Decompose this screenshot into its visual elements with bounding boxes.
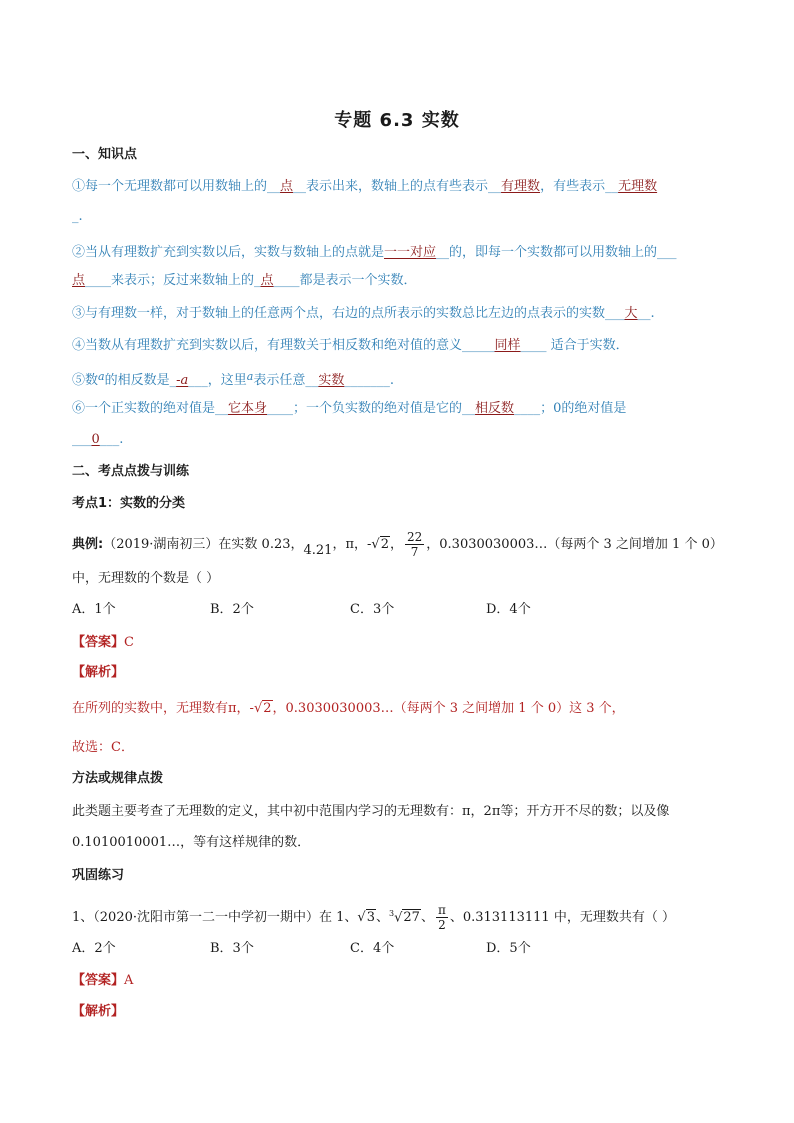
option-d: D．4个 bbox=[486, 602, 531, 617]
option-d: D．5个 bbox=[486, 941, 531, 956]
repeating-decimal: 4.21 bbox=[303, 543, 333, 558]
options-row-1 bbox=[72, 601, 531, 619]
blank-answer: 一一对应 bbox=[384, 245, 437, 260]
section-heading-exam-points: 二、考点点拨与训练 bbox=[72, 464, 190, 479]
variable-a: a bbox=[98, 370, 105, 383]
knowledge-point-1: ①每一个无理数都可以用数轴上的__点__表示出来，数轴上的点有些表示__有理数，有些表示__无理数 bbox=[72, 179, 658, 194]
knowledge-point-5: ⑤数$^a$的相反数是_-a___，这里$^a$表示任意__实数_______. bbox=[72, 370, 394, 388]
option-c: C．4个 bbox=[350, 941, 395, 956]
blank-answer: 实数 bbox=[318, 373, 345, 388]
blank-answer: -a bbox=[176, 373, 189, 388]
sqrt-symbol: √2 bbox=[371, 537, 389, 552]
practice-question-1: 1、（2020·沈阳市第一二一中学初一期中）在 1、√3、$^3$√27、 $\frac{\pi}{2}$ 、0.313113111 中，无理数共有（ ） bbox=[72, 903, 675, 932]
blank-answer: 有理数 bbox=[501, 179, 541, 194]
blank-answer: 点 bbox=[72, 273, 86, 288]
cube-root-symbol: $^3$√27 bbox=[389, 908, 420, 925]
example-question: 典例:（2019·湖南初三）在实数 0.23，4.21，π，-√2， $\frac{22}{7}$ ，0.3030030003…（每两个 3 之间增加 1 个 0） bbox=[72, 530, 723, 559]
section-heading-knowledge: 一、知识点 bbox=[72, 147, 138, 162]
option-b: B．2个 bbox=[210, 602, 254, 617]
blank-answer: 相反数 bbox=[475, 401, 515, 416]
practice-label: 巩固练习 bbox=[72, 868, 125, 883]
analysis-label-2: 【解析】 bbox=[72, 1004, 125, 1019]
option-a: A．1个 bbox=[72, 602, 116, 617]
method-label: 方法或规律点拨 bbox=[72, 771, 164, 786]
knowledge-point-2: ②当从有理数扩充到实数以后，实数与数轴上的点就是一一对应__的，即每一个实数都可以用数轴上的___ bbox=[72, 245, 677, 260]
sqrt-symbol: √3 bbox=[357, 910, 375, 925]
sqrt-symbol: √2 bbox=[253, 701, 272, 716]
knowledge-point-3: ③与有理数一样，对于数轴上的任意两个点，右边的点所表示的实数总比左边的点表示的实数___大__. bbox=[72, 306, 655, 321]
knowledge-point-6-cont: ___0___. bbox=[72, 432, 124, 447]
analysis-label-1: 【解析】 bbox=[72, 665, 125, 680]
fraction: $\frac{\pi}{2}$ bbox=[437, 903, 446, 932]
analysis-text-1: 在所列的实数中，无理数有π，-√2，0.3030030003…（每两个 3 之间增加 1 个 0）这 3 个， bbox=[72, 701, 625, 716]
blank-answer: 0 bbox=[91, 432, 100, 447]
example-question-cont: 中，无理数的个数是（ ） bbox=[72, 571, 220, 586]
example-label: 典例: bbox=[72, 537, 104, 552]
option-a: A．2个 bbox=[72, 941, 116, 956]
method-text-line-1: 此类题主要考查了无理数的定义，其中初中范围内学习的无理数有：π，2π等；开方开不尽的数；以及像 bbox=[72, 804, 670, 819]
knowledge-point-4: ④当数从有理数扩充到实数以后，有理数关于相反数和绝对值的意义_____同样____ 适合于实数． bbox=[72, 338, 629, 353]
options-row-2 bbox=[72, 940, 531, 958]
knowledge-point-2-cont: 点____来表示；反过来数轴上的_点____都是表示一个实数． bbox=[72, 273, 417, 288]
option-c: C．3个 bbox=[350, 602, 395, 617]
variable-a: a bbox=[246, 370, 254, 383]
page-title: 专题 6.3 实数 bbox=[334, 110, 460, 131]
fraction: $\frac{22}{7}$ bbox=[406, 530, 423, 559]
blank-answer: 大 bbox=[624, 306, 638, 321]
answer-1: 【答案】C bbox=[72, 635, 134, 650]
method-text-line-2: 0.1010010001…，等有这样规律的数． bbox=[72, 835, 311, 850]
blank-answer: 它本身 bbox=[228, 401, 268, 416]
blank-answer: 无理数 bbox=[618, 179, 658, 194]
exam-point-label: 考点1：实数的分类 bbox=[72, 496, 186, 511]
option-b: B．3个 bbox=[210, 941, 254, 956]
knowledge-point-1-cont: _. bbox=[72, 209, 83, 224]
blank-answer: 点 bbox=[280, 179, 294, 194]
blank-answer: 点 bbox=[260, 273, 274, 288]
blank-answer: 同样 bbox=[494, 338, 521, 353]
analysis-conclusion-1: 故选：C． bbox=[72, 740, 134, 755]
knowledge-point-6: ⑥一个正实数的绝对值是__它本身____；一个负实数的绝对值是它的__相反数____；0的绝对值是 bbox=[72, 401, 627, 416]
answer-2: 【答案】A bbox=[72, 973, 134, 988]
